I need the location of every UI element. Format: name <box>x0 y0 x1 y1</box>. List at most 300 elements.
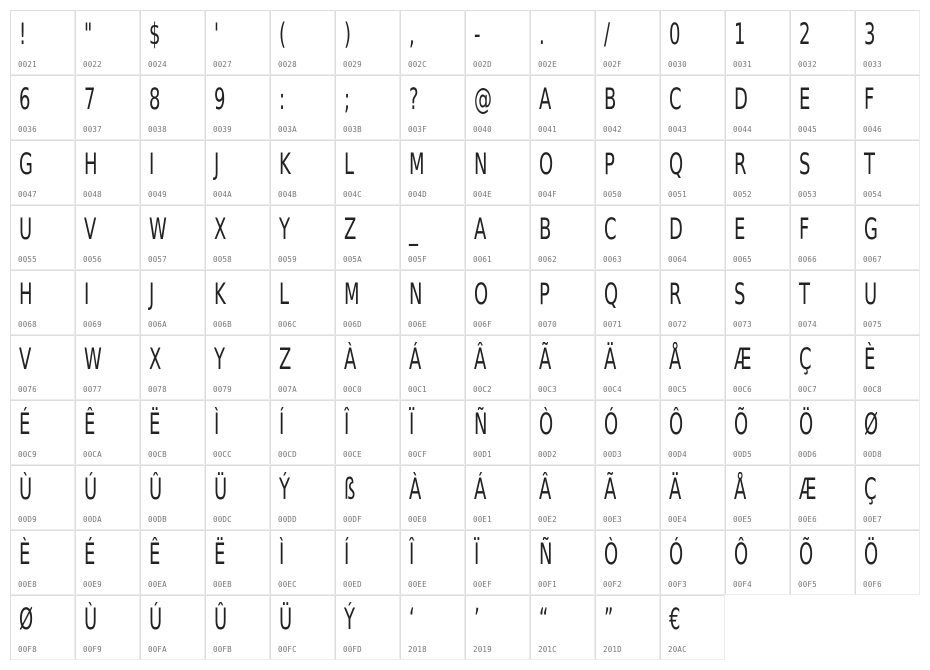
glyph-character: ’ <box>474 602 480 636</box>
glyph-character: M <box>344 277 360 311</box>
glyph-codepoint: 0044 <box>733 125 752 134</box>
glyph-codepoint: 0070 <box>538 320 557 329</box>
glyph-cell <box>75 530 140 595</box>
glyph-codepoint: 0069 <box>83 320 102 329</box>
glyph-codepoint: 004A <box>213 190 232 199</box>
glyph-codepoint: 201C <box>538 645 557 654</box>
glyph-character: Ý <box>279 472 290 506</box>
glyph-cell <box>75 270 140 335</box>
glyph-codepoint: 0075 <box>863 320 882 329</box>
glyph-cell <box>140 10 205 75</box>
glyph-codepoint: 0057 <box>148 255 167 264</box>
glyph-codepoint: 00EB <box>213 580 232 589</box>
glyph-character: Î <box>344 407 350 441</box>
glyph-cell <box>725 465 790 530</box>
glyph-character: À <box>409 472 422 506</box>
glyph-cell <box>660 205 725 270</box>
glyph-character: D <box>669 212 683 246</box>
glyph-character: È <box>19 537 31 571</box>
glyph-character: Ï <box>409 407 415 441</box>
glyph-codepoint: 003F <box>408 125 427 134</box>
glyph-cell <box>400 465 465 530</box>
glyph-cell <box>790 530 855 595</box>
glyph-codepoint: 006D <box>343 320 362 329</box>
glyph-cell <box>400 530 465 595</box>
glyph-cell <box>595 335 660 400</box>
glyph-cell <box>790 75 855 140</box>
glyph-cell <box>595 530 660 595</box>
glyph-character: T <box>864 147 875 181</box>
glyph-codepoint: 0021 <box>18 60 37 69</box>
glyph-character: Ò <box>539 407 554 441</box>
glyph-cell <box>790 140 855 205</box>
glyph-cell <box>400 270 465 335</box>
glyph-cell <box>530 595 595 660</box>
glyph-cell <box>855 270 920 335</box>
glyph-character: É <box>84 537 96 571</box>
glyph-cell <box>205 595 270 660</box>
glyph-codepoint: 00DF <box>343 515 362 524</box>
glyph-character: É <box>19 407 31 441</box>
glyph-character: Ç <box>799 342 812 376</box>
glyph-codepoint: 0056 <box>83 255 102 264</box>
glyph-codepoint: 0031 <box>733 60 752 69</box>
glyph-cell <box>75 335 140 400</box>
glyph-character: " <box>84 17 93 51</box>
glyph-character: T <box>799 277 810 311</box>
glyph-character: 0 <box>669 17 681 51</box>
glyph-cell <box>335 400 400 465</box>
glyph-character: Ø <box>19 602 34 636</box>
glyph-character: 6 <box>19 82 31 116</box>
glyph-character: Â <box>539 472 552 506</box>
glyph-character: Õ <box>734 407 749 441</box>
glyph-cell <box>10 10 75 75</box>
glyph-codepoint: 004E <box>473 190 492 199</box>
glyph-cell <box>855 75 920 140</box>
glyph-codepoint: 00CE <box>343 450 362 459</box>
glyph-codepoint: 00FC <box>278 645 297 654</box>
glyph-codepoint: 00E5 <box>733 515 752 524</box>
glyph-codepoint: 00ED <box>343 580 362 589</box>
glyph-codepoint: 00CD <box>278 450 297 459</box>
glyph-cell <box>140 400 205 465</box>
glyph-cell <box>335 205 400 270</box>
glyph-character: - <box>474 17 481 51</box>
glyph-codepoint: 00DB <box>148 515 167 524</box>
glyph-character: D <box>734 82 748 116</box>
glyph-cell <box>790 465 855 530</box>
glyph-codepoint: 00C8 <box>863 385 882 394</box>
glyph-codepoint: 00E6 <box>798 515 817 524</box>
glyph-cell <box>465 10 530 75</box>
glyph-codepoint: 20AC <box>668 645 687 654</box>
glyph-character: J <box>149 277 155 311</box>
glyph-character: R <box>669 277 682 311</box>
glyph-codepoint: 0043 <box>668 125 687 134</box>
glyph-character: G <box>864 212 878 246</box>
glyph-cell <box>790 270 855 335</box>
glyph-character: W <box>149 212 167 246</box>
glyph-cell <box>205 10 270 75</box>
glyph-cell <box>400 205 465 270</box>
glyph-character: Û <box>214 602 228 636</box>
glyph-codepoint: 00C5 <box>668 385 687 394</box>
glyph-character: Ï <box>474 537 480 571</box>
glyph-character: Õ <box>799 537 814 571</box>
glyph-codepoint: 005F <box>408 255 427 264</box>
glyph-character: € <box>669 602 681 636</box>
glyph-character: “ <box>539 602 549 636</box>
glyph-character: Z <box>344 212 357 246</box>
glyph-character: Ä <box>604 342 617 376</box>
glyph-character: Ü <box>279 602 293 636</box>
glyph-character: X <box>149 342 162 376</box>
glyph-codepoint: 0027 <box>213 60 232 69</box>
glyph-codepoint: 006F <box>473 320 492 329</box>
glyph-cell <box>530 530 595 595</box>
glyph-codepoint: 004D <box>408 190 427 199</box>
glyph-cell <box>725 140 790 205</box>
glyph-codepoint: 00D4 <box>668 450 687 459</box>
glyph-character: Á <box>474 472 487 506</box>
glyph-cell <box>465 270 530 335</box>
glyph-character: À <box>344 342 357 376</box>
glyph-character: Ë <box>149 407 161 441</box>
glyph-cell <box>530 400 595 465</box>
glyph-codepoint: 00F9 <box>83 645 102 654</box>
glyph-codepoint: 0063 <box>603 255 622 264</box>
glyph-character: Ó <box>669 537 684 571</box>
glyph-character: Ô <box>734 537 749 571</box>
glyph-cell <box>725 335 790 400</box>
glyph-cell <box>10 465 75 530</box>
glyph-codepoint: 00FB <box>213 645 232 654</box>
glyph-character: C <box>604 212 617 246</box>
glyph-character: U <box>864 277 878 311</box>
glyph-grid <box>10 10 920 660</box>
glyph-cell <box>140 205 205 270</box>
glyph-character: Ã <box>539 342 552 376</box>
glyph-cell <box>790 335 855 400</box>
glyph-codepoint: 00F8 <box>18 645 37 654</box>
glyph-codepoint: 0041 <box>538 125 557 134</box>
glyph-character: @ <box>474 82 492 116</box>
glyph-cell <box>660 335 725 400</box>
glyph-codepoint: 002C <box>408 60 427 69</box>
glyph-codepoint: 003B <box>343 125 362 134</box>
glyph-character: B <box>604 82 617 116</box>
glyph-codepoint: 0037 <box>83 125 102 134</box>
glyph-codepoint: 00D9 <box>18 515 37 524</box>
glyph-cell <box>595 140 660 205</box>
glyph-character: C <box>669 82 682 116</box>
glyph-codepoint: 0065 <box>733 255 752 264</box>
glyph-cell <box>725 400 790 465</box>
glyph-codepoint: 00E4 <box>668 515 687 524</box>
glyph-codepoint: 0061 <box>473 255 492 264</box>
glyph-cell <box>335 335 400 400</box>
glyph-cell <box>400 335 465 400</box>
glyph-cell <box>335 465 400 530</box>
glyph-codepoint: 00DD <box>278 515 297 524</box>
glyph-codepoint: 0052 <box>733 190 752 199</box>
glyph-character: Y <box>214 342 225 376</box>
glyph-character: Ç <box>864 472 877 506</box>
glyph-codepoint: 00E9 <box>83 580 102 589</box>
glyph-cell <box>465 530 530 595</box>
glyph-cell <box>10 530 75 595</box>
glyph-codepoint: 00EF <box>473 580 492 589</box>
glyph-cell <box>595 400 660 465</box>
glyph-codepoint: 0064 <box>668 255 687 264</box>
glyph-codepoint: 0049 <box>148 190 167 199</box>
glyph-codepoint: 0076 <box>18 385 37 394</box>
glyph-codepoint: 00DC <box>213 515 232 524</box>
glyph-codepoint: 00F5 <box>798 580 817 589</box>
glyph-cell <box>205 400 270 465</box>
glyph-cell <box>530 205 595 270</box>
glyph-cell <box>530 75 595 140</box>
glyph-cell <box>270 140 335 205</box>
glyph-codepoint: 0024 <box>148 60 167 69</box>
glyph-character: Æ <box>799 472 817 506</box>
glyph-cell <box>595 595 660 660</box>
glyph-cell <box>270 270 335 335</box>
glyph-character: P <box>539 277 550 311</box>
glyph-codepoint: 0067 <box>863 255 882 264</box>
glyph-cell <box>270 465 335 530</box>
glyph-character: K <box>279 147 291 181</box>
glyph-character: Å <box>669 342 682 376</box>
glyph-codepoint: 00D3 <box>603 450 622 459</box>
glyph-cell <box>270 75 335 140</box>
glyph-character: È <box>864 342 876 376</box>
glyph-character: 1 <box>734 17 746 51</box>
glyph-cell <box>205 75 270 140</box>
glyph-cell <box>530 465 595 530</box>
glyph-character: H <box>19 277 33 311</box>
glyph-character: H <box>84 147 98 181</box>
glyph-cell <box>205 530 270 595</box>
glyph-codepoint: 00FA <box>148 645 167 654</box>
glyph-cell <box>530 270 595 335</box>
glyph-cell <box>140 270 205 335</box>
glyph-codepoint: 0048 <box>83 190 102 199</box>
glyph-cell <box>595 75 660 140</box>
glyph-cell <box>400 75 465 140</box>
glyph-character: : <box>279 82 286 116</box>
glyph-cell <box>855 400 920 465</box>
glyph-cell <box>595 270 660 335</box>
glyph-cell <box>140 140 205 205</box>
glyph-character: Á <box>409 342 422 376</box>
glyph-cell <box>10 335 75 400</box>
glyph-character: V <box>84 212 97 246</box>
glyph-codepoint: 00C4 <box>603 385 622 394</box>
glyph-codepoint: 0054 <box>863 190 882 199</box>
glyph-cell <box>855 465 920 530</box>
glyph-cell <box>660 270 725 335</box>
glyph-codepoint: 0047 <box>18 190 37 199</box>
glyph-codepoint: 00DA <box>83 515 102 524</box>
glyph-codepoint: 0042 <box>603 125 622 134</box>
glyph-cell <box>855 205 920 270</box>
glyph-character: ! <box>19 17 27 51</box>
glyph-character: ( <box>279 17 287 51</box>
glyph-codepoint: 004B <box>278 190 297 199</box>
glyph-cell <box>335 140 400 205</box>
glyph-character: Ä <box>669 472 682 506</box>
glyph-codepoint: 005A <box>343 255 362 264</box>
glyph-character: G <box>19 147 33 181</box>
glyph-cell <box>335 75 400 140</box>
glyph-cell <box>790 10 855 75</box>
glyph-character: L <box>279 277 290 311</box>
glyph-character: Ã <box>604 472 617 506</box>
glyph-cell <box>400 400 465 465</box>
glyph-cell <box>465 75 530 140</box>
glyph-character: Z <box>279 342 292 376</box>
glyph-cell <box>335 270 400 335</box>
glyph-cell <box>855 335 920 400</box>
glyph-cell <box>465 205 530 270</box>
glyph-cell <box>660 465 725 530</box>
glyph-codepoint: 004C <box>343 190 362 199</box>
glyph-codepoint: 0074 <box>798 320 817 329</box>
glyph-cell <box>465 400 530 465</box>
glyph-character: R <box>734 147 747 181</box>
glyph-character: Ù <box>84 602 98 636</box>
glyph-codepoint: 0050 <box>603 190 622 199</box>
glyph-codepoint: 007A <box>278 385 297 394</box>
glyph-character: P <box>604 147 615 181</box>
glyph-codepoint: 006B <box>213 320 232 329</box>
glyph-cell <box>10 595 75 660</box>
glyph-codepoint: 00EE <box>408 580 427 589</box>
glyph-codepoint: 00E2 <box>538 515 557 524</box>
glyph-cell <box>465 335 530 400</box>
glyph-codepoint: 00D6 <box>798 450 817 459</box>
glyph-cell <box>400 140 465 205</box>
glyph-codepoint: 00E1 <box>473 515 492 524</box>
glyph-codepoint: 00CA <box>83 450 102 459</box>
glyph-codepoint: 003A <box>278 125 297 134</box>
glyph-codepoint: 0079 <box>213 385 232 394</box>
glyph-character: V <box>19 342 32 376</box>
glyph-cell <box>725 270 790 335</box>
glyph-codepoint: 00F3 <box>668 580 687 589</box>
glyph-cell <box>75 465 140 530</box>
glyph-codepoint: 002D <box>473 60 492 69</box>
glyph-cell <box>75 595 140 660</box>
glyph-character: Ô <box>669 407 684 441</box>
glyph-character: Ì <box>279 537 285 571</box>
glyph-cell <box>10 75 75 140</box>
glyph-codepoint: 00E7 <box>863 515 882 524</box>
glyph-character: A <box>539 82 552 116</box>
glyph-cell <box>75 10 140 75</box>
glyph-cell <box>595 205 660 270</box>
glyph-character: , <box>409 17 415 51</box>
glyph-cell <box>270 595 335 660</box>
glyph-codepoint: 002E <box>538 60 557 69</box>
glyph-cell <box>205 205 270 270</box>
glyph-character: 9 <box>214 82 226 116</box>
glyph-codepoint: 00E3 <box>603 515 622 524</box>
glyph-cell <box>75 140 140 205</box>
glyph-character: 8 <box>149 82 161 116</box>
glyph-character: Ò <box>604 537 619 571</box>
glyph-codepoint: 0068 <box>18 320 37 329</box>
glyph-cell <box>205 465 270 530</box>
glyph-character: Ë <box>214 537 226 571</box>
glyph-cell <box>335 10 400 75</box>
glyph-cell <box>790 205 855 270</box>
glyph-character: Ü <box>214 472 228 506</box>
glyph-character: E <box>799 82 811 116</box>
glyph-character: X <box>214 212 227 246</box>
glyph-character: Æ <box>734 342 752 376</box>
glyph-codepoint: 00D5 <box>733 450 752 459</box>
glyph-character: Û <box>149 472 163 506</box>
glyph-codepoint: 006C <box>278 320 297 329</box>
glyph-cell <box>465 465 530 530</box>
glyph-character: Ñ <box>539 537 553 571</box>
glyph-character: Â <box>474 342 487 376</box>
glyph-cell <box>140 465 205 530</box>
glyph-codepoint: 00E0 <box>408 515 427 524</box>
glyph-character: Ö <box>799 407 814 441</box>
glyph-character: O <box>474 277 489 311</box>
glyph-codepoint: 00C3 <box>538 385 557 394</box>
glyph-character: K <box>214 277 226 311</box>
glyph-character: L <box>344 147 355 181</box>
glyph-codepoint: 00C7 <box>798 385 817 394</box>
glyph-character: Y <box>279 212 290 246</box>
glyph-cell <box>660 75 725 140</box>
glyph-cell <box>855 140 920 205</box>
glyph-character: Í <box>344 537 350 571</box>
glyph-cell <box>660 530 725 595</box>
glyph-cell <box>595 465 660 530</box>
glyph-codepoint: 00C6 <box>733 385 752 394</box>
glyph-cell <box>270 530 335 595</box>
glyph-cell <box>140 75 205 140</box>
glyph-codepoint: 0032 <box>798 60 817 69</box>
glyph-codepoint: 004F <box>538 190 557 199</box>
glyph-codepoint: 00FD <box>343 645 362 654</box>
glyph-codepoint: 00F6 <box>863 580 882 589</box>
glyph-character: I <box>84 277 90 311</box>
glyph-codepoint: 00CC <box>213 450 232 459</box>
glyph-cell <box>465 595 530 660</box>
glyph-codepoint: 0077 <box>83 385 102 394</box>
glyph-cell <box>855 10 920 75</box>
glyph-character: Ö <box>864 537 879 571</box>
glyph-cell <box>725 10 790 75</box>
glyph-codepoint: 006A <box>148 320 167 329</box>
glyph-codepoint: 0046 <box>863 125 882 134</box>
glyph-cell <box>140 595 205 660</box>
glyph-character: E <box>734 212 746 246</box>
glyph-codepoint: 002F <box>603 60 622 69</box>
glyph-character: ' <box>214 17 219 51</box>
glyph-character: Ù <box>19 472 33 506</box>
glyph-codepoint: 0040 <box>473 125 492 134</box>
glyph-character: _ <box>409 212 418 246</box>
glyph-character: Ú <box>84 472 98 506</box>
